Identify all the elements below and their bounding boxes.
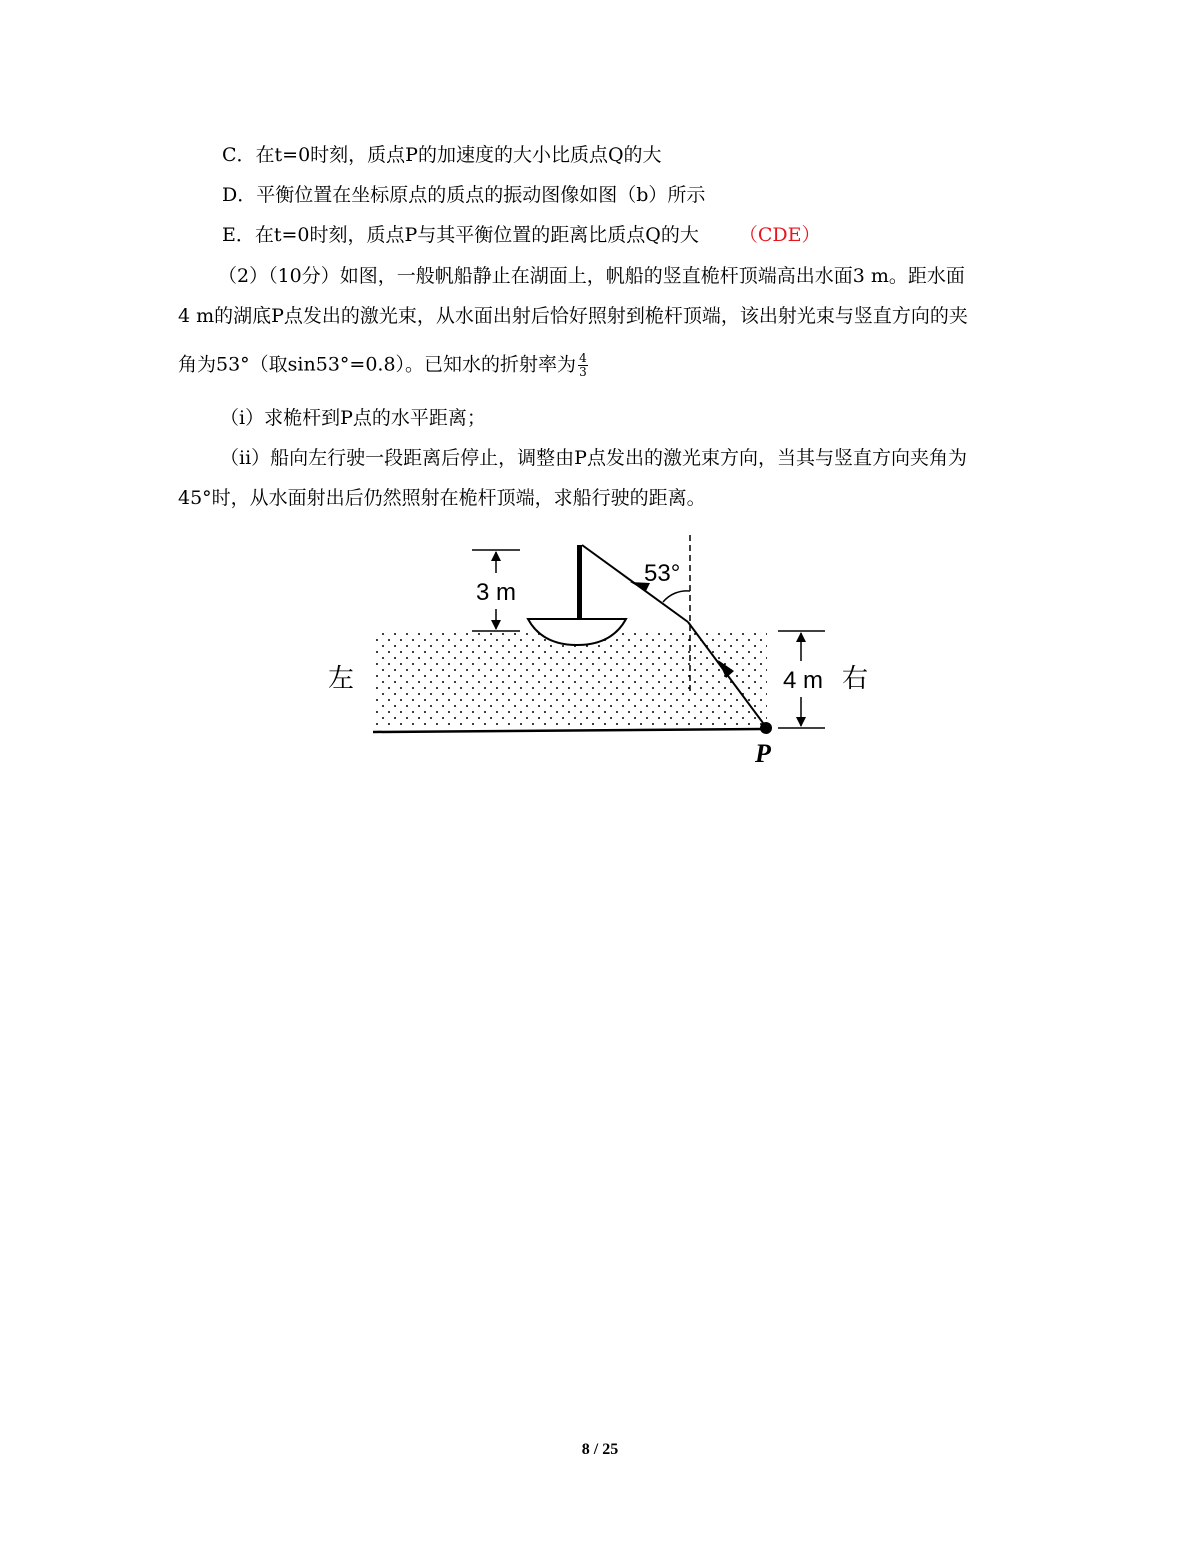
sub-question-ii-line1: （ii）船向左行驶一段距离后停止，调整由P点发出的激光束方向，当其与竖直方向夹角为 [220,447,967,469]
answer-key: （CDE） [738,224,821,246]
mast [577,545,582,620]
label-4m: 4 m [783,667,824,694]
lake-bottom [373,729,765,732]
option-d: D．平衡位置在坐标原点的质点的振动图像如图（b）所示 [222,184,706,206]
label-p: P [755,739,771,768]
angle-arc [663,591,690,602]
label-angle: 53° [644,560,681,587]
dim-3m-head-down [491,620,501,630]
dim-4m-head-down [796,717,806,727]
option-c: C．在t=0时刻，质点P的加速度的大小比质点Q的大 [222,144,662,166]
sub-question-ii-line2: 45°时，从水面射出后仍然照射在桅杆顶端，求船行驶的距离。 [178,487,706,509]
sub-question-i: （i）求桅杆到P点的水平距离； [220,407,486,429]
dim-3m-head-up [491,551,501,561]
page-number: 8 / 25 [581,1441,619,1458]
label-3m: 3 m [476,579,517,606]
boat-laser-figure [320,535,880,775]
label-left: 左 [328,664,355,694]
refractive-index-fraction: $\frac{4}{3}$ [579,351,587,379]
point-p [760,722,772,734]
option-e: E．在t=0时刻，质点P与其平衡位置的距离比质点Q的大 （CDE） [222,224,821,246]
part2-line2: 4 m的湖底P点发出的激光束，从水面出射后恰好照射到桅杆顶端，该出射光束与竖直方向的夹 [178,305,968,327]
dim-4m-head-up [796,632,806,642]
part2-line1: （2）（10分）如图，一般帆船静止在湖面上，帆船的竖直桅杆顶端高出水面3 m。距水面 [218,265,965,287]
part2-line3: 角为53°（取sin53°=0.8）。已知水的折射率为 $\frac{4}{3}$ [178,351,587,379]
label-right: 右 [842,664,869,694]
